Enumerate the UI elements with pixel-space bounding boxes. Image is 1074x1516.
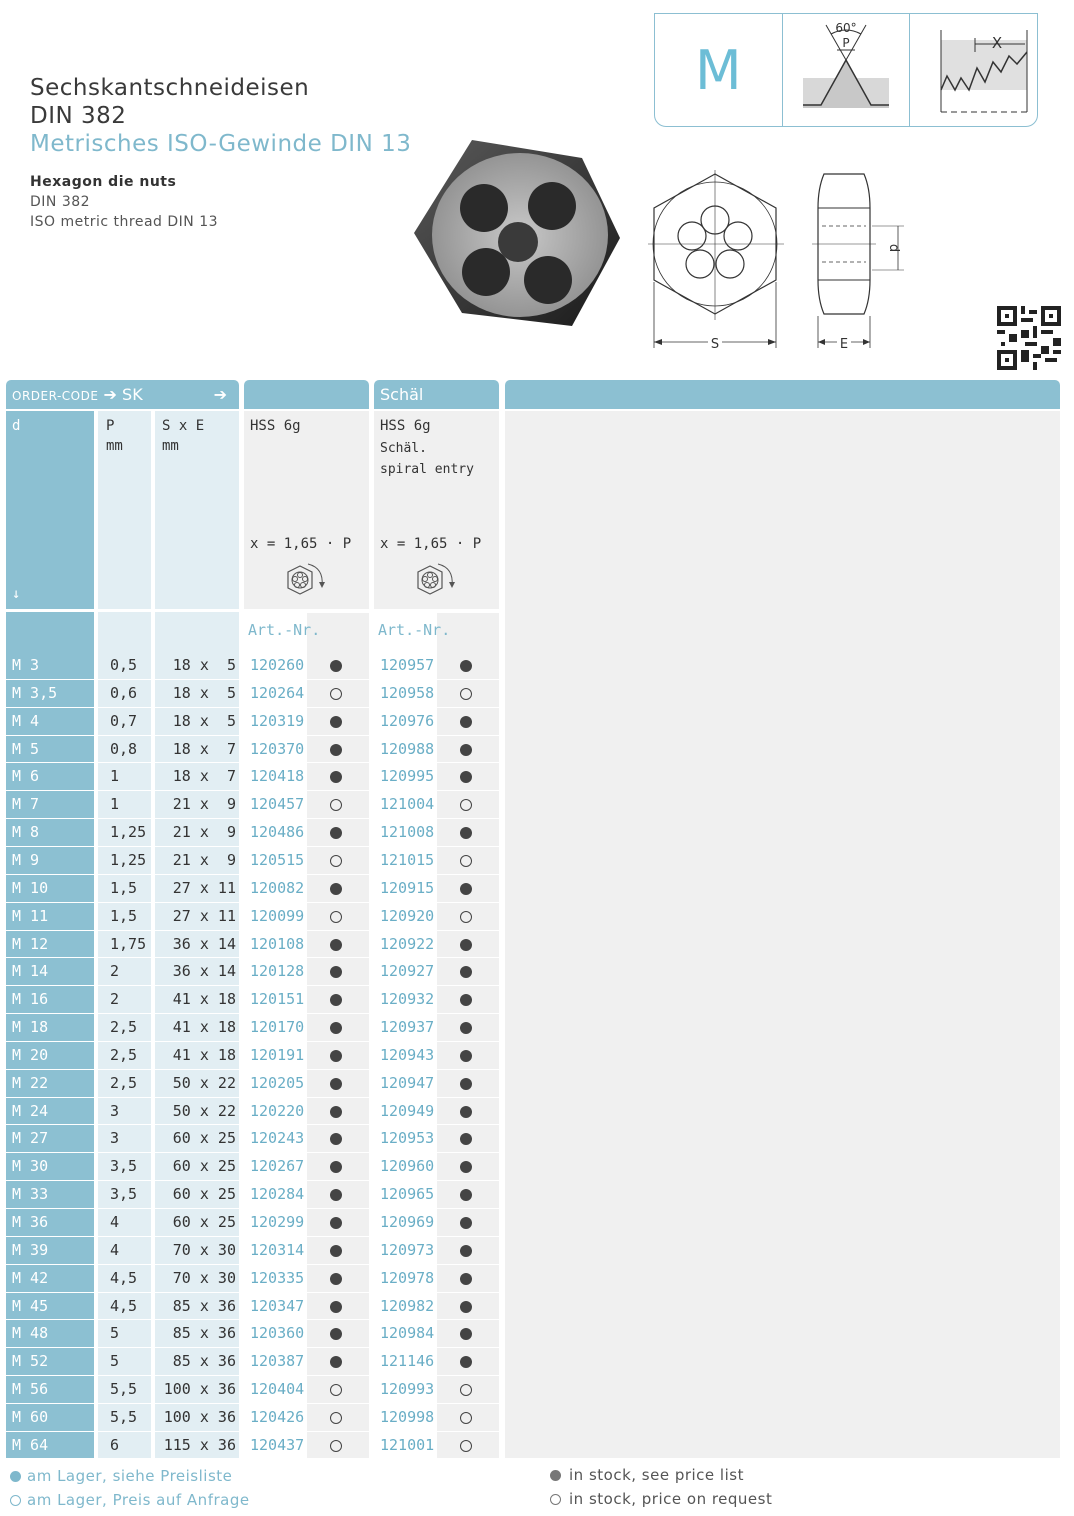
size-value: 85 x 36 [172, 1324, 236, 1343]
thread-size: M 27 [12, 1129, 49, 1148]
in-stock-dot-icon [460, 1356, 472, 1368]
in-stock-dot-icon [330, 660, 342, 672]
table-row [6, 1376, 499, 1403]
article-number-schael[interactable]: 120993 [380, 1380, 435, 1399]
article-number-schael[interactable]: 120995 [380, 767, 435, 786]
thread-size: M 11 [12, 906, 49, 925]
pitch-value: 5 [110, 1352, 120, 1371]
in-stock-dot-icon [460, 1301, 472, 1313]
table-row [6, 1237, 499, 1264]
thread-size: M 30 [12, 1157, 49, 1176]
size-value: 100 x 36 [163, 1407, 236, 1426]
article-number-sk[interactable]: 120170 [250, 1018, 305, 1037]
size-value: 21 x 9 [172, 823, 236, 842]
pitch-value: 0,7 [110, 711, 138, 730]
thread-size: M 48 [12, 1324, 49, 1343]
front-view-drawing [648, 170, 788, 352]
pitch-value: 2,5 [110, 1018, 138, 1037]
in-stock-dot-icon [460, 660, 472, 672]
hex-die-nut-photo [412, 138, 622, 333]
col-p-header: P [106, 418, 115, 434]
article-number-sk[interactable]: 120515 [250, 850, 305, 869]
article-number-sk[interactable]: 120319 [250, 711, 305, 730]
on-request-dot-icon [460, 855, 472, 867]
pitch-value: 3 [110, 1101, 120, 1120]
size-value: 115 x 36 [163, 1435, 236, 1454]
article-number-schael[interactable]: 120982 [380, 1296, 435, 1315]
thread-profile-icon [783, 14, 911, 126]
title-line2: DIN 382 [30, 103, 127, 129]
thread-size: M 33 [12, 1185, 49, 1204]
order-code-header: ORDER-CODE ➔ SK ➔ [6, 380, 239, 409]
article-number-schael[interactable]: 120988 [380, 739, 435, 758]
in-stock-dot-icon [460, 1189, 472, 1201]
col-se-header: S x E [162, 418, 205, 434]
table-row [6, 1209, 499, 1236]
size-value: 60 x 25 [172, 1129, 236, 1148]
pitch-value: 2,5 [110, 1073, 138, 1092]
thread-size: M 12 [12, 934, 49, 953]
on-request-dot-icon [330, 688, 342, 700]
on-request-dot-icon [330, 911, 342, 923]
subtitle-line2: DIN 382 [30, 194, 91, 210]
legend-de-empty: am Lager, Preis auf Anfrage [10, 1491, 250, 1509]
article-number-schael[interactable]: 120960 [380, 1157, 435, 1176]
article-number-sk[interactable]: 120264 [250, 683, 305, 702]
article-number-schael[interactable]: 120958 [380, 683, 435, 702]
empty-dot-icon [550, 1494, 561, 1505]
hex-die-icon [280, 560, 332, 604]
on-request-dot-icon [460, 911, 472, 923]
size-value: 70 x 30 [172, 1268, 236, 1287]
in-stock-dot-icon [330, 1161, 342, 1173]
legend-de-full: am Lager, siehe Preisliste [10, 1467, 232, 1485]
in-stock-dot-icon [330, 1245, 342, 1257]
size-value: 100 x 36 [163, 1380, 236, 1399]
table-row [6, 1404, 499, 1431]
size-value: 41 x 18 [172, 1045, 236, 1064]
thread-size: M 56 [12, 1380, 49, 1399]
on-request-dot-icon [330, 855, 342, 867]
legend-en-empty: in stock, price on request [550, 1490, 772, 1508]
in-stock-dot-icon [330, 939, 342, 951]
thread-letter-cell [655, 14, 783, 126]
thread-size: M 4 [12, 711, 40, 730]
article-number-sk[interactable]: 120457 [250, 795, 305, 814]
article-number-sk[interactable]: 120418 [250, 767, 305, 786]
col2-sub2: spiral entry [380, 462, 474, 477]
on-request-dot-icon [330, 799, 342, 811]
on-request-dot-icon [330, 1440, 342, 1452]
col1-formula: x = 1,65 · P [250, 536, 352, 552]
article-number-schael[interactable]: 120947 [380, 1073, 435, 1092]
table-row [6, 763, 499, 790]
pitch-value: 6 [110, 1435, 120, 1454]
article-number-sk[interactable]: 120347 [250, 1296, 305, 1315]
pitch-value: 0,8 [110, 739, 138, 758]
size-value: 36 x 14 [172, 962, 236, 981]
on-request-dot-icon [330, 1384, 342, 1396]
art-nr-label-1: Art.-Nr. [248, 621, 321, 639]
article-number-schael[interactable]: 120976 [380, 711, 435, 730]
size-value: 27 x 11 [172, 878, 236, 897]
in-stock-dot-icon [460, 994, 472, 1006]
schael-column-header: Schäl [374, 380, 499, 409]
size-value: 60 x 25 [172, 1157, 236, 1176]
size-value: 18 x 5 [172, 683, 236, 702]
article-number-schael[interactable]: 120927 [380, 962, 435, 981]
pitch-value: 3,5 [110, 1157, 138, 1176]
in-stock-dot-icon [330, 771, 342, 783]
article-number-sk[interactable]: 120335 [250, 1268, 305, 1287]
table-row [6, 847, 499, 874]
article-number-sk[interactable]: 120128 [250, 962, 305, 981]
in-stock-dot-icon [460, 771, 472, 783]
article-number-sk[interactable]: 120205 [250, 1073, 305, 1092]
in-stock-dot-icon [330, 1189, 342, 1201]
col1-title: HSS 6g [250, 418, 301, 434]
article-number-sk[interactable]: 120360 [250, 1324, 305, 1343]
pitch-value: 4,5 [110, 1268, 138, 1287]
article-number-schael[interactable]: 120922 [380, 934, 435, 953]
article-number-schael[interactable]: 121004 [380, 795, 435, 814]
article-number-sk[interactable]: 120299 [250, 1213, 305, 1231]
table-row [6, 1181, 499, 1208]
size-value: 60 x 25 [172, 1185, 236, 1204]
thread-size: M 60 [12, 1407, 49, 1426]
on-request-dot-icon [330, 1412, 342, 1424]
article-number-sk[interactable]: 120151 [250, 990, 305, 1009]
pitch-value: 1 [110, 767, 120, 786]
article-number-sk[interactable]: 120370 [250, 739, 305, 758]
article-number-schael[interactable]: 121008 [380, 823, 435, 842]
article-number-sk[interactable]: 120099 [250, 906, 305, 925]
in-stock-dot-icon [460, 966, 472, 978]
table-row [6, 1042, 499, 1069]
e-label: E [839, 337, 849, 352]
pitch-value: 5,5 [110, 1380, 138, 1399]
pitch-value: 4 [110, 1213, 120, 1231]
pitch-value: 3 [110, 1129, 120, 1148]
table-row [6, 1348, 499, 1375]
size-value: 50 x 22 [172, 1101, 236, 1120]
article-number-schael[interactable]: 120920 [380, 906, 435, 925]
table-row [6, 958, 499, 985]
article-number-schael[interactable]: 120984 [380, 1324, 435, 1343]
empty-area [505, 411, 1060, 1458]
article-number-schael[interactable]: 120957 [380, 656, 435, 674]
in-stock-dot-icon [460, 744, 472, 756]
thread-size: M 3 [12, 656, 40, 674]
article-number-sk[interactable]: 120260 [250, 656, 305, 674]
in-stock-dot-icon [330, 1356, 342, 1368]
thread-size: M 24 [12, 1101, 49, 1120]
in-stock-dot-icon [330, 1022, 342, 1034]
size-value: 21 x 9 [172, 850, 236, 869]
in-stock-dot-icon [330, 744, 342, 756]
article-number-sk[interactable]: 120284 [250, 1185, 305, 1204]
in-stock-dot-icon [460, 1273, 472, 1285]
pitch-value: 2,5 [110, 1045, 138, 1064]
full-dot-icon [550, 1470, 561, 1481]
table-row [6, 1320, 499, 1347]
thread-size: M 6 [12, 767, 40, 786]
thread-letter: M [695, 38, 742, 102]
article-number-sk[interactable]: 120314 [250, 1240, 305, 1259]
article-number-schael[interactable]: 120949 [380, 1101, 435, 1120]
article-number-schael[interactable]: 120965 [380, 1185, 435, 1204]
size-value: 70 x 30 [172, 1240, 236, 1259]
thread-size: M 14 [12, 962, 49, 981]
thread-size: M 16 [12, 990, 49, 1009]
thread-size: M 39 [12, 1240, 49, 1259]
thread-size: M 10 [12, 878, 49, 897]
col-d-header: d [12, 418, 21, 434]
thread-size: M 52 [12, 1352, 49, 1371]
thread-size: M 64 [12, 1435, 49, 1454]
table-row [6, 903, 499, 930]
in-stock-dot-icon [460, 1078, 472, 1090]
article-number-schael[interactable]: 120978 [380, 1268, 435, 1287]
pitch-value: 2 [110, 990, 120, 1009]
article-number-sk[interactable]: 120267 [250, 1157, 305, 1176]
in-stock-dot-icon [330, 1078, 342, 1090]
in-stock-dot-icon [330, 966, 342, 978]
table-row [6, 1293, 499, 1320]
thread-size: M 20 [12, 1045, 49, 1064]
thread-size: M 8 [12, 823, 40, 842]
subtitle-line3: ISO metric thread DIN 13 [30, 214, 219, 230]
article-number-schael[interactable]: 120943 [380, 1045, 435, 1064]
article-number-sk[interactable]: 120486 [250, 823, 305, 842]
thread-size: M 7 [12, 795, 40, 814]
empty-column-header [505, 380, 1060, 409]
thread-size: M 18 [12, 1018, 49, 1037]
table-row [6, 1432, 499, 1459]
on-request-dot-icon [460, 1384, 472, 1396]
in-stock-dot-icon [330, 883, 342, 895]
thread-size: M 45 [12, 1296, 49, 1315]
qr-code[interactable] [997, 306, 1061, 370]
chamfer-profile-icon [910, 14, 1037, 126]
full-dot-icon [10, 1471, 21, 1482]
angle-label: 60° [835, 21, 857, 35]
size-value: 18 x 5 [172, 656, 236, 674]
article-number-sk[interactable]: 120426 [250, 1407, 305, 1426]
thread-size: M 36 [12, 1213, 49, 1231]
thread-symbol-box [654, 13, 1038, 127]
table-row [6, 931, 499, 958]
in-stock-dot-icon [460, 1161, 472, 1173]
table-row [6, 736, 499, 763]
subtitle-line1: Hexagon die nuts [30, 174, 177, 190]
in-stock-dot-icon [330, 827, 342, 839]
size-value: 36 x 14 [172, 934, 236, 953]
in-stock-dot-icon [460, 716, 472, 728]
table-row [6, 1153, 499, 1180]
table-row [6, 1265, 499, 1292]
table-row [6, 680, 499, 707]
article-number-schael[interactable]: 120953 [380, 1129, 435, 1148]
article-number-sk[interactable]: 120108 [250, 934, 305, 953]
art-nr-label-2: Art.-Nr. [378, 621, 451, 639]
article-number-schael[interactable]: 120998 [380, 1407, 435, 1426]
pitch-label: P [842, 36, 850, 50]
col2-formula: x = 1,65 · P [380, 536, 482, 552]
article-number-sk[interactable]: 120437 [250, 1435, 305, 1454]
col2-sub1: Schäl. [380, 441, 427, 456]
in-stock-dot-icon [330, 716, 342, 728]
pitch-value: 1,25 [110, 823, 147, 842]
article-number-sk[interactable]: 120191 [250, 1045, 305, 1064]
pitch-value: 1 [110, 795, 120, 814]
pitch-value: 4,5 [110, 1296, 138, 1315]
x-label: X [991, 34, 1002, 52]
size-value: 60 x 25 [172, 1213, 236, 1231]
pitch-value: 0,5 [110, 656, 138, 674]
article-number-schael[interactable]: 121001 [380, 1435, 435, 1454]
title-line3: Metrisches ISO-Gewinde DIN 13 [30, 131, 412, 157]
in-stock-dot-icon [330, 1328, 342, 1340]
table-row [6, 1125, 499, 1152]
on-request-dot-icon [460, 1412, 472, 1424]
sort-down-icon[interactable]: ↓ [12, 586, 21, 602]
in-stock-dot-icon [330, 994, 342, 1006]
size-value: 18 x 7 [172, 767, 236, 786]
in-stock-dot-icon [460, 1133, 472, 1145]
article-number-schael[interactable]: 120969 [380, 1213, 435, 1231]
in-stock-dot-icon [330, 1217, 342, 1229]
size-value: 85 x 36 [172, 1352, 236, 1371]
on-request-dot-icon [460, 1440, 472, 1452]
empty-dot-icon [10, 1495, 21, 1506]
in-stock-dot-icon [460, 883, 472, 895]
table-row [6, 875, 499, 902]
in-stock-dot-icon [330, 1273, 342, 1285]
on-request-dot-icon [460, 799, 472, 811]
article-number-schael[interactable]: 120937 [380, 1018, 435, 1037]
in-stock-dot-icon [460, 1022, 472, 1034]
in-stock-dot-icon [330, 1050, 342, 1062]
size-value: 50 x 22 [172, 1073, 236, 1092]
side-view-drawing [812, 170, 912, 352]
article-number-sk[interactable]: 120082 [250, 878, 305, 897]
article-number-schael[interactable]: 120932 [380, 990, 435, 1009]
pitch-value: 1,75 [110, 934, 147, 953]
in-stock-dot-icon [330, 1301, 342, 1313]
in-stock-dot-icon [460, 1050, 472, 1062]
thread-size: M 42 [12, 1268, 49, 1287]
in-stock-dot-icon [330, 1133, 342, 1145]
article-number-sk[interactable]: 120387 [250, 1352, 305, 1371]
title-line1: Sechskantschneideisen [30, 75, 310, 101]
table-row [6, 986, 499, 1013]
article-number-sk[interactable]: 120243 [250, 1129, 305, 1148]
pitch-value: 5,5 [110, 1407, 138, 1426]
s-label: S [710, 337, 720, 352]
article-number-schael[interactable]: 120915 [380, 878, 435, 897]
pitch-value: 4 [110, 1240, 120, 1259]
size-value: 18 x 5 [172, 711, 236, 730]
col-p-unit: mm [106, 438, 123, 454]
in-stock-dot-icon [460, 1245, 472, 1257]
size-value: 27 x 11 [172, 906, 236, 925]
in-stock-dot-icon [460, 939, 472, 951]
hex-die-spiral-icon [410, 560, 462, 604]
table-row [6, 791, 499, 818]
on-request-dot-icon [460, 688, 472, 700]
size-value: 18 x 7 [172, 739, 236, 758]
in-stock-dot-icon [460, 1217, 472, 1229]
article-number-sk[interactable]: 120220 [250, 1101, 305, 1120]
article-number-schael[interactable]: 121146 [380, 1352, 435, 1371]
thread-size: M 22 [12, 1073, 49, 1092]
pitch-value: 0,6 [110, 683, 138, 702]
sk-column-header [244, 380, 369, 409]
pitch-value: 1,5 [110, 906, 138, 925]
table-row [6, 1014, 499, 1041]
legend-en-full: in stock, see price list [550, 1466, 744, 1484]
table-row [6, 652, 499, 679]
thread-size: M 9 [12, 850, 40, 869]
col-se-unit: mm [162, 438, 179, 454]
table-row [6, 1070, 499, 1097]
article-number-schael[interactable]: 120973 [380, 1240, 435, 1259]
size-value: 41 x 18 [172, 1018, 236, 1037]
table-row [6, 708, 499, 735]
table-row [6, 1098, 499, 1125]
size-value: 41 x 18 [172, 990, 236, 1009]
size-value: 21 x 9 [172, 795, 236, 814]
table-row [6, 819, 499, 846]
pitch-value: 1,25 [110, 850, 147, 869]
in-stock-dot-icon [460, 1328, 472, 1340]
in-stock-dot-icon [460, 827, 472, 839]
col2-title: HSS 6g [380, 418, 431, 434]
pitch-value: 5 [110, 1324, 120, 1343]
article-number-schael[interactable]: 121015 [380, 850, 435, 869]
thread-size: M 3,5 [12, 683, 58, 702]
in-stock-dot-icon [330, 1106, 342, 1118]
in-stock-dot-icon [460, 1106, 472, 1118]
article-number-sk[interactable]: 120404 [250, 1380, 305, 1399]
thread-size: M 5 [12, 739, 40, 758]
pitch-value: 3,5 [110, 1185, 138, 1204]
pitch-value: 2 [110, 962, 120, 981]
d-label: d [886, 243, 901, 253]
size-value: 85 x 36 [172, 1296, 236, 1315]
pitch-value: 1,5 [110, 878, 138, 897]
